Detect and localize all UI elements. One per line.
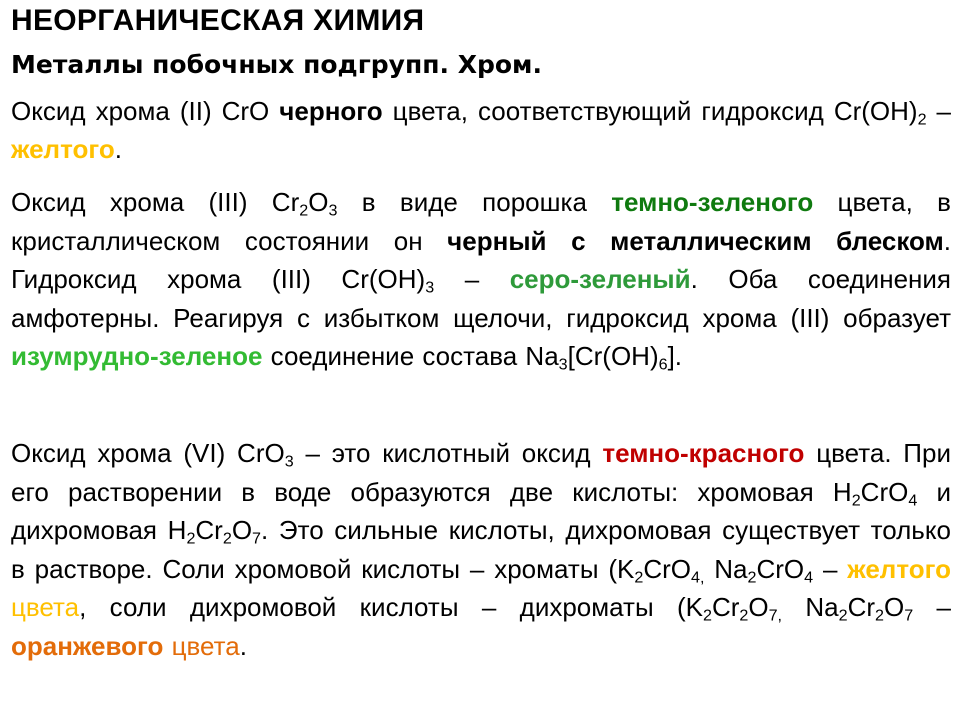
colored-word: цвета (11, 592, 80, 622)
color-term-dark-red: темно-красного (602, 438, 805, 468)
color-term-emerald-green: изумрудно-зеленое (11, 341, 263, 371)
paragraph-chromium-ii-oxide (11, 92, 951, 168)
text-run: , соли дихромовой кислоты – дихроматы (K (79, 592, 703, 622)
text-run: цвета, соответствующий гидроксид Cr(OH) (382, 96, 918, 126)
subscript: 3 (425, 278, 435, 297)
color-term-black: черного (279, 96, 383, 126)
text-run: – это кислотный оксид (293, 438, 603, 468)
subscript: 4 (908, 491, 918, 509)
text-run: O (308, 187, 329, 217)
subscript: 3 (328, 201, 338, 220)
subscript: 2 (747, 568, 757, 586)
text-run: и дихромовая H (11, 476, 952, 545)
text-run: . Это сильные кислоты, дихромовая существует только в растворе. Соли хромовой кислоты – хроматы (K (11, 515, 951, 584)
slide-subtitle: Металлы побочных подгрупп. Хром. (11, 50, 542, 79)
color-term-orange: оранжевого (11, 630, 164, 661)
color-term-black-metallic: черный с металлическим блеском (447, 225, 944, 256)
color-term-dark-green: темно-зеленого (611, 187, 814, 217)
text-run: O (231, 515, 253, 545)
subscript: 2 (838, 606, 848, 625)
text-run: . (239, 630, 247, 661)
text-run: цвета, в кристаллическом состоянии он (11, 187, 951, 256)
text-run: Na (782, 592, 839, 622)
text-run: – (926, 96, 952, 126)
subscript: 7 (252, 529, 262, 548)
text-run: [Cr(OH) (567, 341, 659, 371)
text-run: CrO (756, 553, 805, 584)
subscript: 2 (222, 529, 232, 548)
text-run: Na (704, 553, 748, 584)
text-run: Cr (711, 592, 740, 622)
subscript: 6 (658, 355, 668, 374)
text-run: O (748, 592, 769, 622)
subscript: 3 (558, 355, 568, 374)
color-term-grey-green: серо-зеленый (509, 264, 691, 294)
color-term-yellow: желтого (847, 553, 951, 584)
text-run: ]. (667, 341, 683, 371)
subscript: 7 (904, 606, 914, 625)
paragraph-chromium-vi-oxide (11, 434, 951, 665)
subscript: 2 (917, 110, 927, 129)
colored-word: цвета (171, 630, 240, 661)
subscript: 2 (739, 606, 749, 625)
subscript: 2 (634, 568, 644, 586)
text-run: Cr (195, 515, 223, 545)
text-run: – (913, 592, 951, 622)
text-run: Оксид хрома (II) CrO (11, 96, 280, 126)
subscript: 3 (284, 452, 294, 471)
color-term-yellow: желтого (11, 134, 115, 164)
text-run: . Гидроксид хрома (III) Cr(OH) (11, 225, 951, 294)
text-run: O (883, 592, 905, 622)
subscript: 2 (875, 606, 884, 625)
text-run: CrO (860, 476, 909, 507)
text-run: . Оба соединения амфотерны. Реагируя с избытком щелочи, гидроксид хрома (III) образует (11, 264, 951, 333)
text-run: – (813, 553, 848, 584)
text-run: цвета. При его растворении в воде образуются две кислоты: хромовая H (11, 438, 951, 507)
subscript: 2 (851, 491, 861, 509)
slide-title: НЕОРГАНИЧЕСКАЯ ХИМИЯ (11, 4, 425, 37)
text-run: соединение состава Na (262, 341, 559, 371)
subscript: 2 (702, 606, 712, 625)
subscript: 2 (299, 201, 309, 220)
text-run: в виде порошка (337, 187, 612, 217)
subscript: 7, (768, 606, 783, 625)
text-run: Оксид хрома (III) Cr (11, 187, 300, 217)
text-run (163, 631, 171, 661)
text-run: Cr (847, 592, 876, 622)
text-run: Оксид хрома (VI) CrO (11, 438, 285, 468)
text-run: – (434, 264, 510, 294)
paragraph-chromium-iii-oxide (11, 183, 951, 376)
subscript: 4 (804, 568, 814, 586)
subscript: 2 (186, 529, 196, 548)
text-run: . (114, 134, 122, 164)
subscript: 4, (690, 568, 705, 586)
text-run: CrO (643, 553, 691, 584)
